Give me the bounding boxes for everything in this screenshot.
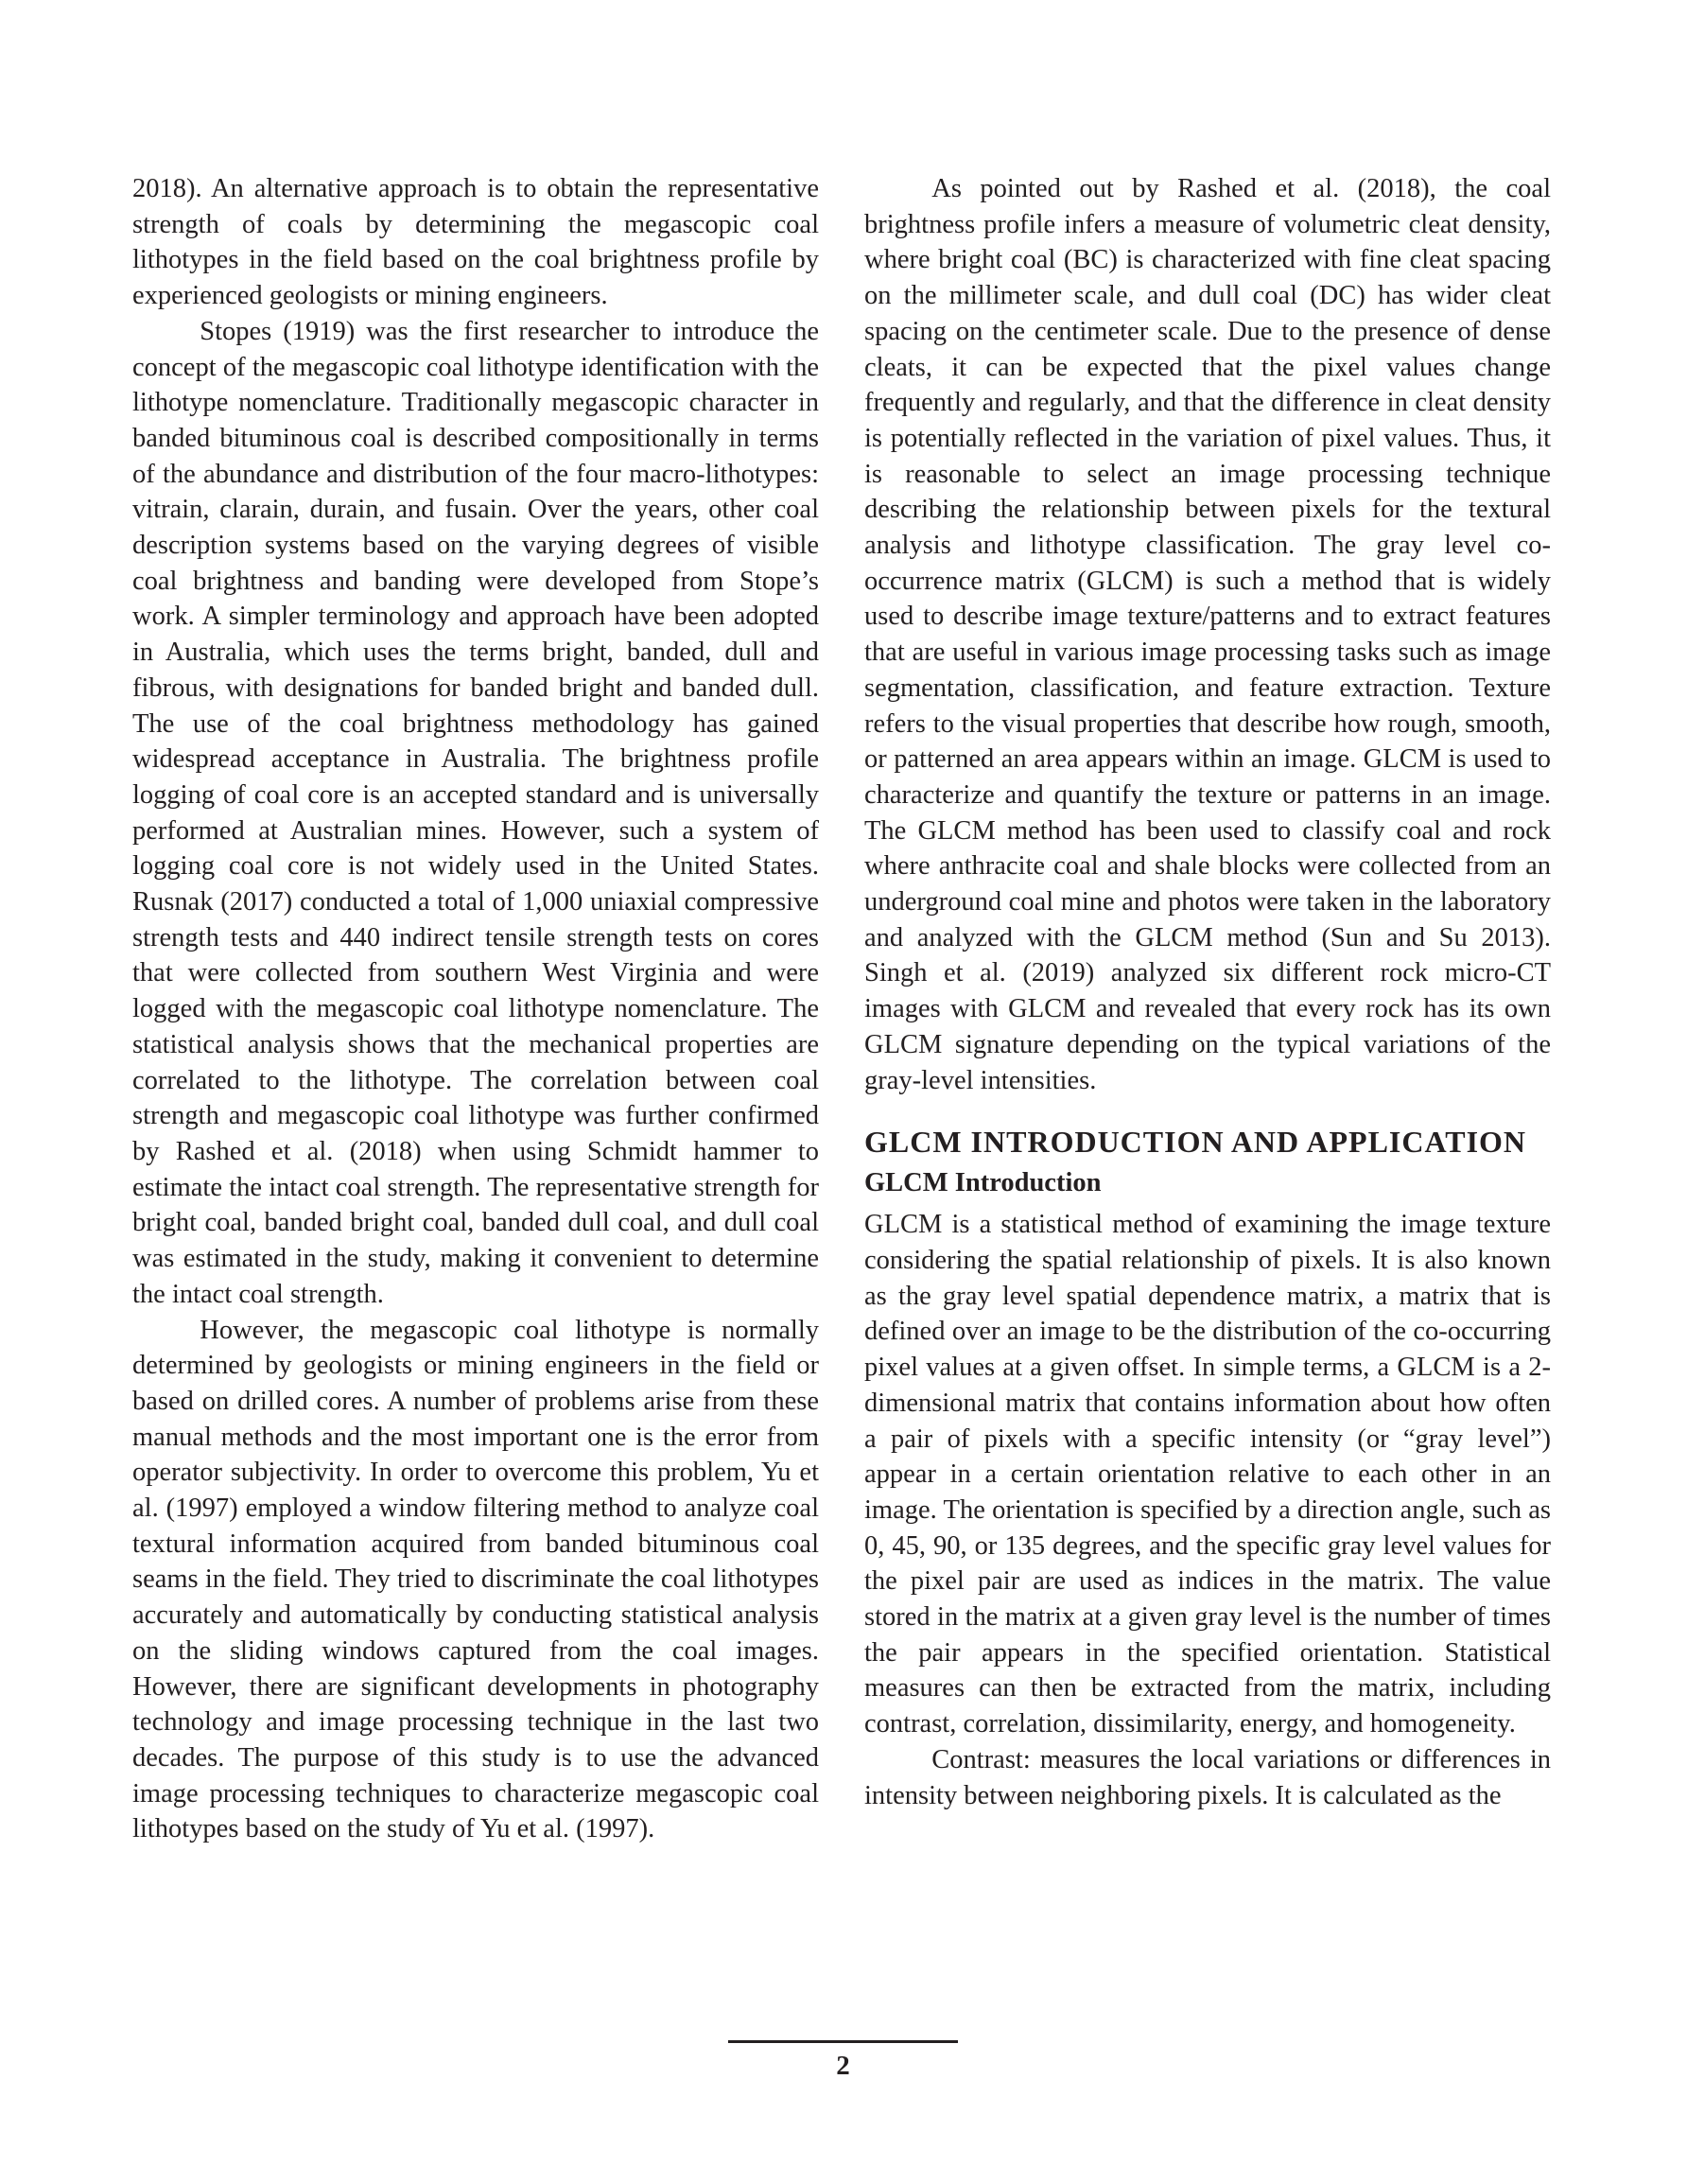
paragraph: Contrast: measures the local variations or differences in intensity between neighboring pixels. It is calculated as the — [864, 1744, 1551, 1810]
right-column — [864, 171, 1551, 1813]
paragraph: As pointed out by Rashed et al. (2018), the coal brightness profile infers a measure of volumetric cleat density, where bright coal (BC) is characterized with fine cleat spacing on the millimeter scale, and dull coal (DC) has wider cleat spacing on the centimeter scale. Due to the presence of dense cleats, it can be expected that the pixel values change frequently and regularly, and that the difference in cleat density is potentially reflected in the variation of pixel values. Thus, it is reasonable to select an image processing technique describing the relationship between pixels for the textural analysis and lithotype classification. The gray level co-occurrence matrix (GLCM) is such a method that is widely used to describe image texture/patterns and to extract features that are useful in various image processing tasks such as image segmentation, classification, and feature extraction. Texture refers to the visual properties that describe how rough, smooth, or patterned an area appears within an image. GLCM is used to characterize and quantify the texture or patterns in an image. The GLCM method has been used to classify coal and rock where anthracite coal and shale blocks were collected from an underground coal mine and photos were taken in the laboratory and analyzed with the GLCM method (Sun and Su 2013). Singh et al. (2019) analyzed six different rock micro-CT images with GLCM and revealed that every rock has its own GLCM signature depending on the typical variations of the gray-level intensities. — [864, 174, 1551, 1095]
paragraph: GLCM is a statistical method of examining the image texture considering the spatial relationship of pixels. It is also known as the gray level spatial dependence matrix, a matrix that is defined over an image to be the distribution of the co-occurring pixel values at a given offset. In simple terms, a GLCM is a 2-dimensional matrix that contains information about how often a pair of pixels with a specific intensity (or “gray level”) appear in a certain orientation relative to each other in an image. The orientation is specified by a direction angle, such as 0, 45, 90, or 135 degrees, and the specific gray level values for the pixel pair are used as indices in the matrix. The value stored in the matrix at a given gray level is the number of times the pair appears in the specified orientation. Statistical measures can then be extracted from the matrix, including contrast, correlation, dissimilarity, energy, and homogeneity. — [864, 1210, 1551, 1739]
footer-rule — [728, 2040, 958, 2043]
paragraph: Stopes (1919) was the first researcher to introduce the concept of the megascopic coal lithotype identification with the lithotype nomenclature. Traditionally megascopic character in banded bituminous coal is described compositionally in terms of the abundance and distribution of the four macro-lithotypes: vitrain, clarain, durain, and fusain. Over the years, other coal description systems based on the varying degrees of visible coal brightness and banding were developed from Stope’s work. A simpler terminology and approach have been adopted in Australia, which uses the terms bright, banded, dull and fibrous, with designations for banded bright and banded dull. The use of the coal brightness methodology has gained widespread acceptance in Australia. The brightness profile logging of coal core is an accepted standard and is universally performed at Australian mines. However, such a system of logging coal core is not widely used in the United States. Rusnak (2017) conducted a total of 1,000 uniaxial compressive strength tests and 440 indirect tensile strength tests on cores that were collected from southern West Virginia and were logged with the megascopic coal lithotype nomenclature. The statistical analysis shows that the mechanical properties are correlated to the lithotype. The correlation between coal strength and megascopic coal lithotype was further confirmed by Rashed et al. (2018) when using Schmidt hammer to estimate the intact coal strength. The representative strength for bright coal, banded bright coal, banded dull coal, and dull coal was estimated in the study, making it convenient to determine the intact coal strength. — [132, 316, 819, 1309]
section-heading: GLCM INTRODUCTION AND APPLICATION — [864, 1125, 1527, 1160]
subsection-heading: GLCM Introduction — [864, 1168, 1102, 1198]
paragraph: However, the megascopic coal lithotype is normally determined by geologists or mining engineers in the field or based on drilled cores. A number of problems arise from these manual methods and the most important one is the error from operator subjectivity. In order to overcome this problem, Yu et al. (1997) employed a window filtering method to analyze coal textural information acquired from banded bituminous coal seams in the field. They tried to discriminate the coal lithotypes accurately and automatically by conducting statistical analysis on the sliding windows captured from the coal images. However, there are significant developments in photography technology and image processing technique in the last two decades. The purpose of this study is to use the advanced image processing techniques to characterize megascopic coal lithotypes based on the study of Yu et al. (1997). — [132, 1315, 819, 1844]
left-column — [132, 171, 819, 1847]
page-number: 2 — [836, 2051, 850, 2081]
paragraph: 2018). An alternative approach is to obtain the representative strength of coals by determining the megascopic coal lithotypes in the field based on the coal brightness profile by experienced geologists or mining engineers. — [132, 174, 819, 311]
